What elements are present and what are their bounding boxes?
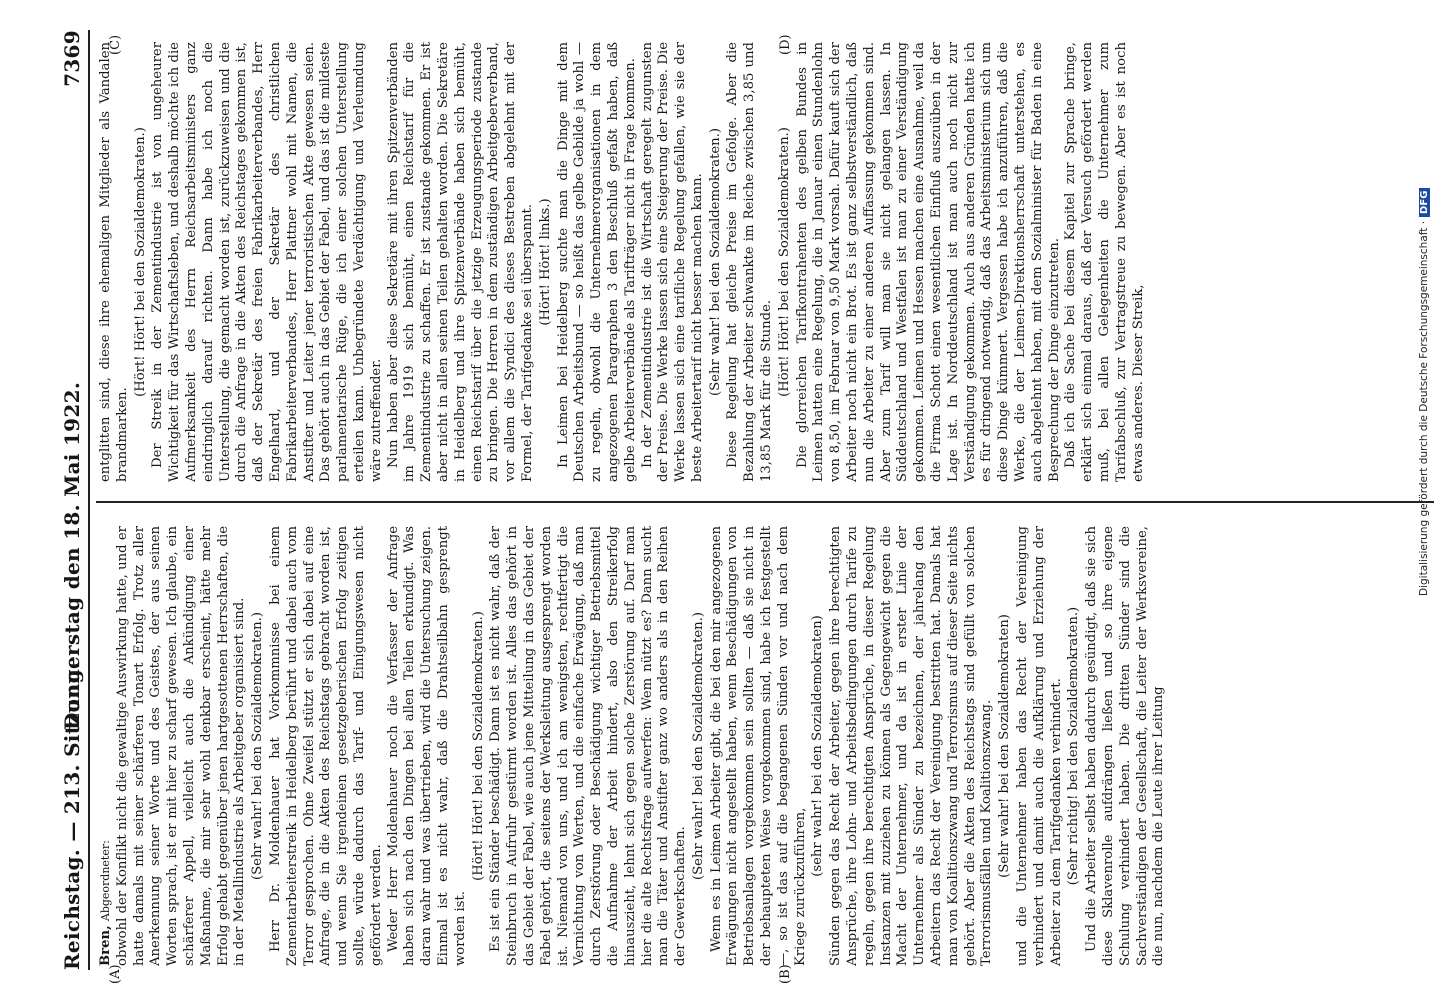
paragraph: Es ist ein Ständer beschädigt. Dann ist es nicht wahr, daß der Steinbruch in Aufruhr gestürmt worden ist. Alles das gehört in das Gebiet der Fabel, wie auch jene Mitteilung in das Gebiet der Fabel gehört, die seitens der Werksleitung ausgesprengt worden ist. Niemand von uns, und ich am wenigsten, rechtfertigt die Vernichtung von Werten, und die einfache Erwägung, daß man durch Zerstörung oder Beschädigung wichtiger Betriebsmittel die Aufnahme der Arbeit hindert, also den Streikerfolg hinauszieht, lehnt sich gegen solche Zerstörung auf. Darf man hier die alte Rechtsfrage aufwerfen: Wem nützt es? Dann sucht man die Täter und Anstifter ganz wo anders als in den Reihen der Gewerkschaften.: [488, 526, 689, 966]
interjection: (Hört! Hört! links.): [537, 198, 553, 326]
paragraph: Die glorreichen Tarifkontrahenten des gelben Bundes in Leimen hatten eine Regelung, die in Januar einen Stundenlohn von 8,50, im Februar von 9,50 Mark vorsah. Dafür kauft sich der Arbeiter noch nicht ein Brot. Es ist ganz selbstverständlich, daß nun die Arbeiter zu einer anderen Auffassung gekommen sind. Aber zum Tarif will man sie nicht gelangen lassen. In Süddeutschland und Westfalen ist man zu einer Verständigung gekommen. Leimen und Hessen machen eine Ausnahme, weil da die Firma Schott einen wesentlichen Einfluß auszuüben in der Lage ist. In Norddeutschland ist man auch noch nicht zur Verständigung gekommen. Auch aus anderen Gründen hatte ich es für dringend notwendig, daß das Arbeitsministerium sich um diese Dinge kümmert. Vergessen habe ich anzuführen, daß die Werke, die der Leimen-Direktionsherrschaft unterstehen, es auch abgelehnt haben, mit dem Sozialminister für Baden in eine Besprechung der Dinge einzutreten.: [794, 42, 1062, 482]
paragraph: Daß ich die Sache bei diesem Kapitel zur Sprache bringe, erklärt sich einmal daraus, daß der Versuch gefördert werden muß, bei allen Gelegenheiten die Unternehmer zum Tarifabschluß, zur Vertragstreue zu bewegen. Aber es ist noch etwas anderes. Dieser Streik,: [1063, 42, 1146, 482]
paragraph: Und die Arbeiter selbst haben dadurch gesündigt, daß sie sich diese Sklavenrolle aufdrängen ließen und so ihre eigene Schulung verhindert haben. Die dritten Sünder sind die Sachverständigen der Gesellschaft, die Leiter der Werksvereine, die nun, nachdem die Leute ihrer Leitung: [1084, 526, 1167, 966]
left-column: [98, 526, 1434, 966]
header-date: Donnerstag den 18. Mai 1922.: [60, 381, 84, 730]
column-divider: [96, 501, 1434, 503]
interjection: (sehr wahr! bei den Sozialdemokraten): [810, 615, 826, 877]
speaker-role: Abgeordneter:: [99, 840, 112, 922]
paragraph: Diese Regelung hat gleiche Preise im Gefolge. Aber die Bezahlung der Arbeiter schwankte im Reiche zwischen 3,85 und 13,85 Mark für die Stunde.: [725, 42, 775, 482]
interjection: (Sehr wahr! bei den Sozialdemokraten): [997, 614, 1013, 878]
rotated-page-frame: [58, 30, 1434, 984]
paragraph: In der Zementindustrie ist die Wirtschaft geregelt zugunsten der Preise. Die Werke lassen sich eine Steigerung der Preise. Die Werke lassen sich eine tarifliche Regelung gefallen, wie sie der beste Arbeitertarif nicht besser machen kann.: [639, 42, 705, 482]
paragraph: entglitten sind, diese ihre ehemaligen Mitglieder als Vandalen brandmarken.: [98, 42, 130, 482]
speaker-name: Bren,: [98, 925, 113, 966]
page-header: [58, 30, 86, 970]
paragraph: In Leimen bei Heidelberg suchte man die Dinge mit dem Deutschen Arbeitsbund — so heißt das gelbe Gebilde ja wohl — zu regeln, obwohl die Unternehmerorganisationen in dem angezogenen Paragraphen 3 den Beschluß gefaßt haben, daß gelbe Arbeiterverbände als Tarifträger nicht in Frage kommen.: [555, 42, 638, 482]
interjection: (Sehr wahr! bei den Sozialdemokraten.): [250, 612, 266, 880]
margin-marker-a: (A): [108, 964, 123, 984]
interjection: (Sehr wahr! bei den Sozialdemokraten.): [690, 612, 706, 880]
interjection: (Sehr wahr! bei den Sozialdemokraten.): [707, 128, 723, 396]
paragraph: Wenn es in Leimen Arbeiter gibt, die bei den mir angezogenen Erwägungen nicht angestellt haben, wenn Beschädigungen von Betriebsanlagen vorgekommen sein sollten — daß sie nicht in der behaupteten Weise vorgekommen sind, habe ich festgestellt —, so ist das auf die begangenen Sünden vor und nach dem Kriege zurückzuführen,: [708, 526, 808, 966]
funding-note: Digitalisierung gefördert durch die Deutsche Forschungsgemeinschaft ·: [1418, 220, 1430, 596]
dfg-logo: DFG: [1419, 188, 1430, 217]
paragraph: obwohl der Konflikt nicht die gewaltige Auswirkung hatte, und er hatte damals mit seiner schärferen Tonart Erfolg. Trotz aller Anerkennung seiner Worte und des Geistes, der aus seinen Worten sprach, ist er mit hier zu scharf gewesen. Ich glaube, ein schärferer Appell, vielleicht auch die Ankündigung einer Maßnahme, die mir sehr wohl denkbar erscheint, hätte mehr Erfolg gehabt gegenüber jenen hartgesottenen Herrschaften, die in der Metallindustrie als Arbeitgeber organisiert sind.: [114, 526, 248, 966]
interjection: (Hört! Hört! bei den Sozialdemokraten.): [132, 127, 148, 397]
interjection: (Sehr richtig! bei den Sozialdemokraten.): [1066, 606, 1082, 886]
paragraph: und die Unternehmer haben das Recht der Vereinigung verhindert und damit auch die Aufklärung und Erziehung der Arbeiter zu dem Tarifgedanken verhindert.: [1015, 526, 1064, 966]
dfg-side-note: [1416, 0, 1432, 1000]
paragraph: Der Streik in der Zementindustrie ist von ungeheurer Wichtigkeit für das Wirtschaftsleben, und deshalb möchte ich die Aufmerksamkeit des Herrn Reichsarbeitsministers ganz eindringlich darauf richten. Dann habe ich noch die Unterstellung, die gemacht worden ist, zurückzuweisen und die durch die Anfrage in die Akten des Reichstages gekommen ist, daß der Sekretär des freien Fabrikarbeiterverbandes, Herr Engelhard, und der Sekretär des christlichen Fabrikarbeiterverbandes, Herr Plattner wohl mit Namen, die Anstifter und Leiter jener terroristischen Akte gewesen seien. Das gehört auch in das Gebiet der Fabel, und das ist die mildeste parlamentarische Rüge, die ich einer solchen Unterstellung erteilen kann. Unbegründete Verdächtigung und Verleumdung wäre zutreffender.: [150, 42, 384, 482]
speaker-line: [98, 526, 115, 966]
header-session: Reichstag. — 213. Sitzung.: [60, 661, 84, 970]
page-number: 7369: [60, 30, 84, 87]
paragraph: Herr Dr. Moldenhauer hat Vorkommnisse bei einem Zementarbeiterstreik in Heidelberg berührt und dabei auch vom Terror gesprochen. Ohne Zweifel stützt er sich dabei auf eine Anfrage, die in die Akten des Reichstags gebracht worden ist, und wenn Sie irgendeinen gesetzgeberischen Erfolg zeitigen sollte, würde dadurch das Tarif- und Einigungswesen nicht gefördert werden.: [267, 526, 384, 966]
margin-marker-c: (C): [108, 34, 123, 55]
paragraph: Sünden gegen das Recht der Arbeiter, gegen ihre berechtigten Ansprüche, ihre Lohn- und Arbeitsbedingungen durch Tarife zu regeln, gegen ihre berechtigten Ansprüche, in dieser Regelung Instanzen mit zuziehen zu können als Gegengewicht gegen die Macht der Unternehmer, und da ist in erster Linie der Unternehmer als Sünder zu bezeichnen, der jahrelang den Arbeitern das Recht der Vereinigung bestritten hat. Damals hat man von Koalitionszwang und Terrorismus auf dieser Seite nichts gehört. Aber die Akten des Reichstags sind gefüllt von solchen Terrorismusfällen und Koalitionszwang.: [828, 526, 995, 966]
side-note-text: [1418, 188, 1430, 596]
margin-marker-d: (D): [778, 34, 793, 55]
interjection: (Hört! Hört! bei den Sozialdemokraten.): [776, 127, 792, 397]
right-column: [98, 42, 1434, 482]
header-rule: [88, 30, 90, 970]
interjection: (Hört! Hört! bei den Sozialdemokraten.): [470, 611, 486, 881]
paragraph: Nun haben aber diese Sekretäre mit ihren Spitzenverbänden im Jahre 1919 sich bemüht, einen Reichstarif für die Zementindustrie zu schaffen. Er ist zustande gekommen. Er ist aber nicht in allen seinen Teilen gehalten worden. Die Sekretäre in Heidelberg und ihre Spitzenverbände haben sich bemüht, einen Reichstarif über die jetzige Erzeugungsperiode zustande zu bringen. Die Herren in dem zuständigen Arbeitgeberverband, vor allem die Syndici des dieses Bestreben abgelehnt mit der Formel, der Tarifgedanke sei überspannt.: [385, 42, 535, 482]
margin-marker-b: (B): [778, 964, 793, 984]
paragraph: Weder Herr Moldenhauer noch die Verfasser der Anfrage haben sich nach den Dingen bei allen Teilen erkundigt. Was daran wahr und was übertrieben, wird die Untersuchung zeigen. Einmal ist es nicht wahr, daß die Drahtseilbahn gesprengt worden ist.: [385, 526, 468, 966]
